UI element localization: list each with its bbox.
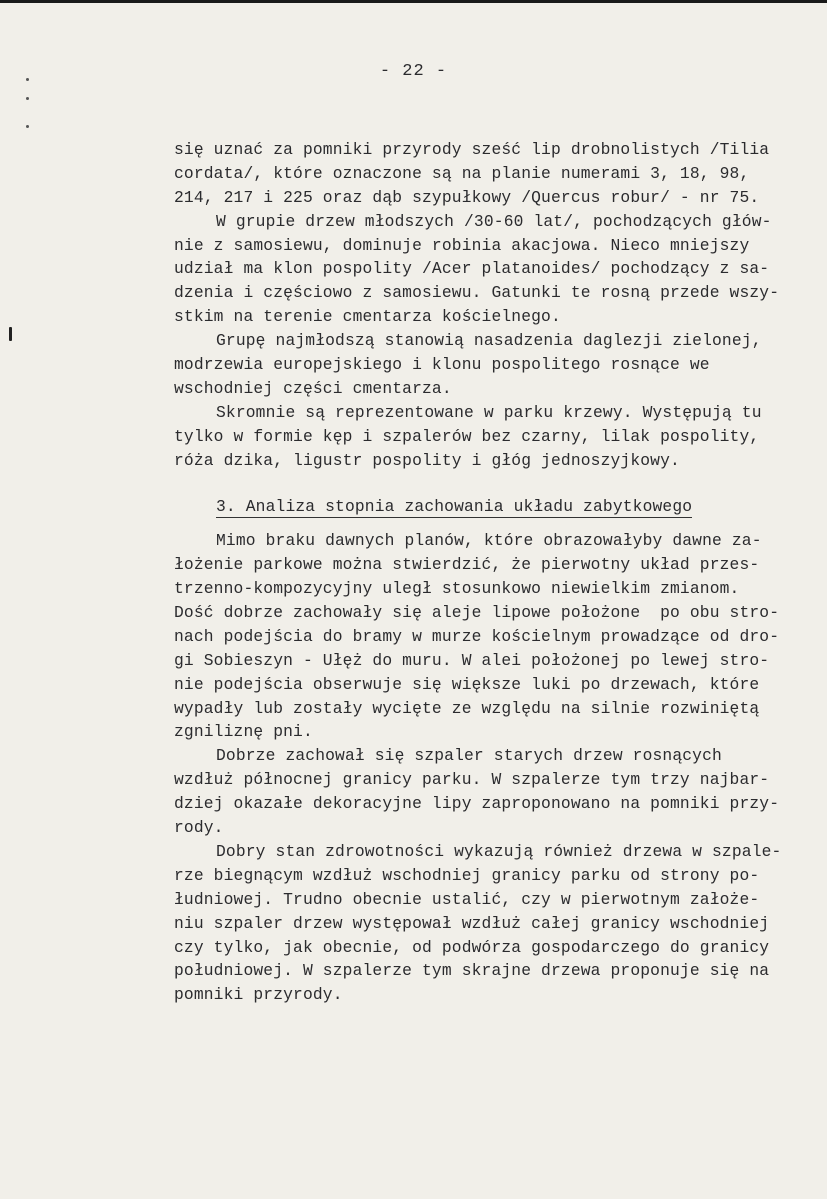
- paragraph: [174, 138, 814, 210]
- text-line: Mimo braku dawnych planów, które obrazowałyby dawne za-: [216, 531, 762, 551]
- text-line: niu szpaler drzew występował wzdłuż całej granicy wschodniej: [174, 913, 770, 933]
- text-line: modrzewia europejskiego i klonu pospolitego rosnące we: [174, 355, 710, 375]
- text-line: Dość dobrze zachowały się aleje lipowe położone po obu stro-: [174, 603, 780, 623]
- text-line: pomniki przyrody.: [174, 985, 343, 1005]
- text-line: czy tylko, jak obecnie, od podwórza gospodarczego do granicy: [174, 937, 770, 957]
- text-line: W grupie drzew młodszych /30-60 lat/, pochodzących głów-: [216, 211, 772, 231]
- text-line: Dobrze zachował się szpaler starych drzew rosnących: [216, 746, 722, 766]
- text-line: wypadły lub zostały wycięte ze względu na silnie rozwiniętą: [174, 698, 760, 718]
- margin-dot: [26, 97, 29, 100]
- binding-mark: [9, 327, 12, 341]
- paragraph: [174, 529, 814, 744]
- text-line: 214, 217 i 225 oraz dąb szypułkowy /Quercus robur/ - nr 75.: [174, 187, 760, 207]
- text-line: nie z samosiewu, dominuje robinia akacjowa. Nieco mniejszy: [174, 235, 750, 255]
- text-line: się uznać za pomniki przyrody sześć lip drobnolistych /Tilia: [174, 140, 770, 159]
- text-line: zgniliznę pni.: [174, 722, 313, 742]
- paragraph: [174, 329, 814, 401]
- paragraph: [174, 210, 814, 329]
- spacer: [174, 519, 814, 529]
- text-line: tylko w formie kęp i szpalerów bez czarny, lilak pospolity,: [174, 426, 760, 446]
- text-line: stkim na terenie cmentarza kościelnego.: [174, 307, 561, 327]
- text-line: południowej. W szpalerze tym skrajne drzewa proponuje się na: [174, 961, 770, 981]
- text-line: łudniowej. Trudno obecnie ustalić, czy w pierwotnym założe-: [174, 889, 760, 909]
- text-line: dziej okazałe dekoracyjne lipy zaproponowano na pomniki przy-: [174, 794, 780, 814]
- paragraph: [174, 840, 814, 1007]
- document-body: [174, 138, 814, 1007]
- page-top-edge: [0, 0, 827, 3]
- spacer: [174, 472, 814, 495]
- text-line: rze biegnącym wzdłuż wschodniej granicy parku od strony po-: [174, 865, 760, 885]
- text-line: róża dzika, ligustr pospolity i głóg jednoszyjkowy.: [174, 450, 680, 470]
- text-line: trzenno-kompozycyjny uległ stosunkowo niewielkim zmianom.: [174, 579, 740, 599]
- text-line: łożenie parkowe można stwierdzić, że pierwotny układ przes-: [174, 555, 760, 575]
- section-heading-line: [174, 495, 814, 519]
- section-heading: 3. Analiza stopnia zachowania układu zabytkowego: [216, 497, 693, 517]
- text-line: wzdłuż północnej granicy parku. W szpalerze tym trzy najbar-: [174, 770, 770, 790]
- text-line: Grupę najmłodszą stanowią nasadzenia daglezji zielonej,: [216, 331, 762, 351]
- paragraph: [174, 401, 814, 473]
- text-line: Skromnie są reprezentowane w parku krzewy. Występują tu: [216, 402, 762, 422]
- text-line: wschodniej części cmentarza.: [174, 378, 452, 398]
- text-line: gi Sobieszyn - Ułęż do muru. W alei położonej po lewej stro-: [174, 650, 770, 670]
- text-line: Dobry stan zdrowotności wykazują również drzewa w szpale-: [216, 841, 782, 861]
- text-line: udział ma klon pospolity /Acer platanoides/ pochodzący z sa-: [174, 259, 770, 279]
- text-line: dzenia i częściowo z samosiewu. Gatunki te rosną przede wszy-: [174, 283, 780, 303]
- margin-dot: [26, 125, 29, 128]
- text-line: cordata/, które oznaczone są na planie numerami 3, 18, 98,: [174, 163, 750, 183]
- text-line: nach podejścia do bramy w murze kościelnym prowadzące od dro-: [174, 626, 780, 646]
- text-line: rody.: [174, 818, 224, 838]
- page-number: - 22 -: [379, 62, 448, 81]
- text-line: nie podejścia obserwuje się większe luki po drzewach, które: [174, 674, 760, 694]
- paragraph: [174, 744, 814, 840]
